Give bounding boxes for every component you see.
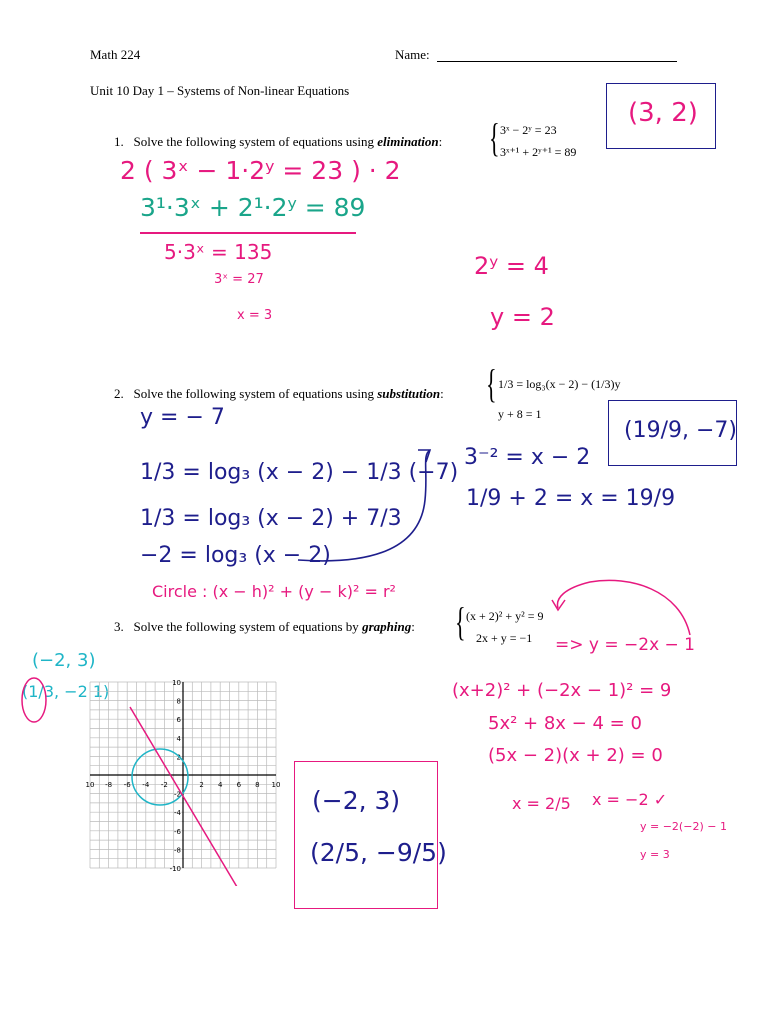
x-tick-label: 2 xyxy=(199,781,204,789)
graph-line xyxy=(130,707,240,886)
name-label: Name: xyxy=(395,47,430,62)
y-tick-label: -8 xyxy=(174,846,181,855)
problem1-eq2: 3ˣ⁺¹ + 2ʸ⁺¹ = 89 xyxy=(500,145,577,159)
p3-work-line4b: x = −2 ✓ xyxy=(592,790,668,809)
p2-work-line1: y = − 7 xyxy=(140,405,225,430)
problem2-colon: : xyxy=(440,386,444,401)
problem2-number: 2. xyxy=(114,386,124,401)
p1-sum-line xyxy=(140,232,356,234)
x-tick-label: 6 xyxy=(236,781,242,789)
p3-margin-note2: (1/3, −2 1) xyxy=(22,682,110,701)
x-tick-label: 10 xyxy=(85,781,95,789)
coordinate-graph xyxy=(80,674,280,886)
x-tick-label: 4 xyxy=(217,781,223,789)
problem2-brace: { xyxy=(486,361,497,406)
problem3-colon: : xyxy=(411,619,415,634)
y-tick-label: -10 xyxy=(169,865,181,873)
p2-work-line3: 1/3 = log₃ (x − 2) + 7/3 xyxy=(140,506,402,531)
problem1-colon: : xyxy=(438,134,443,149)
y-tick-label: 4 xyxy=(176,734,181,743)
problem2-eq2: y + 8 = 1 xyxy=(498,407,542,421)
problem1-text: Solve the following system of equations using xyxy=(133,134,378,149)
p2-side-work1: 3⁻² = x − 2 xyxy=(464,445,591,470)
problem3-eq2: 2x + y = −1 xyxy=(476,631,533,645)
p1-side-work1: 2ʸ = 4 xyxy=(474,252,549,280)
y-tick-label: 10 xyxy=(172,679,181,687)
x-tick-label: -2 xyxy=(160,781,168,789)
p1-work-line1: 2 ( 3ˣ − 1·2ʸ = 23 ) · 2 xyxy=(120,156,401,185)
problem1-answer: (3, 2) xyxy=(628,98,698,128)
x-tick-label: -8 xyxy=(105,781,113,789)
problem2-prompt xyxy=(114,386,444,402)
p3-work-line2: 5x² + 8x − 4 = 0 xyxy=(488,713,642,734)
p3-work-line5: y = −2(−2) − 1 xyxy=(640,820,727,833)
p2-work-line4: −2 = log₃ (x − 2) xyxy=(140,543,331,568)
p1-side-work2: y = 2 xyxy=(490,303,555,331)
y-tick-label: -4 xyxy=(174,809,181,818)
p3-work-line1: (x+2)² + (−2x − 1)² = 9 xyxy=(452,680,672,701)
p1-work-line4: 3ˣ = 27 xyxy=(214,272,264,287)
x-tick-label: -4 xyxy=(142,781,150,789)
p3-work-line4a: x = 2/5 xyxy=(512,794,571,813)
problem2-answer: (19/9, −7) xyxy=(624,418,737,443)
problem1-brace: { xyxy=(489,115,500,160)
problem1-number: 1. xyxy=(114,134,124,149)
p2-side-work2: 1/9 + 2 = x = 19/9 xyxy=(466,486,676,511)
problem2-text: Solve the following system of equations using xyxy=(133,386,378,401)
p1-work-line3: 5·3ˣ = 135 xyxy=(164,240,273,264)
p3-work-line6: y = 3 xyxy=(640,848,670,861)
problem3-answer-line1: (−2, 3) xyxy=(312,786,401,815)
p3-arrow-note: => y = −2x − 1 xyxy=(555,635,695,655)
problem1-eq1: 3ˣ − 2ʸ = 23 xyxy=(500,123,557,137)
problem1-system xyxy=(500,119,576,163)
name-blank-line[interactable] xyxy=(437,61,677,62)
problem1-prompt xyxy=(114,134,442,150)
page-title: Unit 10 Day 1 – Systems of Non-linear Equations xyxy=(90,83,350,98)
y-tick-label: 6 xyxy=(176,716,181,725)
problem3-answer-box xyxy=(294,761,438,909)
problem2-eq1: 1/3 = log₃(x − 2) − (1/3)y xyxy=(498,377,621,391)
p3-curved-arrow xyxy=(530,570,700,640)
p2-work-line2: 1/3 = log₃ (x − 2) − 1/3 (−7) xyxy=(140,460,459,485)
y-tick-label: 8 xyxy=(176,697,181,706)
problem3-method: graphing xyxy=(362,619,412,634)
problem2-system xyxy=(498,369,620,429)
problem3-brace: { xyxy=(455,599,466,644)
p3-work-line3: (5x − 2)(x + 2) = 0 xyxy=(488,745,663,766)
p3-margin-circle xyxy=(18,675,54,727)
x-tick-label: 8 xyxy=(255,781,260,789)
problem2-method: substitution xyxy=(377,386,441,401)
p1-work-line2: 3¹·3ˣ + 2¹·2ʸ = 89 xyxy=(140,193,366,222)
problem3-number: 3. xyxy=(114,619,124,634)
p2-circle-note: Circle : (x − h)² + (y − k)² = r² xyxy=(152,582,396,601)
p2-connector-arrow xyxy=(290,440,450,570)
y-tick-label: -6 xyxy=(174,827,181,836)
p1-work-line5: x = 3 xyxy=(237,308,273,323)
problem3-prompt xyxy=(114,619,415,635)
problem3-text: Solve the following system of equations by xyxy=(133,619,363,634)
problem1-method: elimination xyxy=(377,134,439,149)
problem3-answer-line2: (2/5, −9/5) xyxy=(310,838,447,867)
problem3-eq1: (x + 2)² + y² = 9 xyxy=(466,609,544,623)
course-label: Math 224 xyxy=(90,47,141,62)
y-tick-label: 2 xyxy=(176,753,181,762)
p3-margin-note1: (−2, 3) xyxy=(32,650,96,671)
y-tick-label: -2 xyxy=(174,790,181,799)
x-tick-label: -6 xyxy=(123,781,131,789)
x-tick-label: 10 xyxy=(271,781,280,789)
